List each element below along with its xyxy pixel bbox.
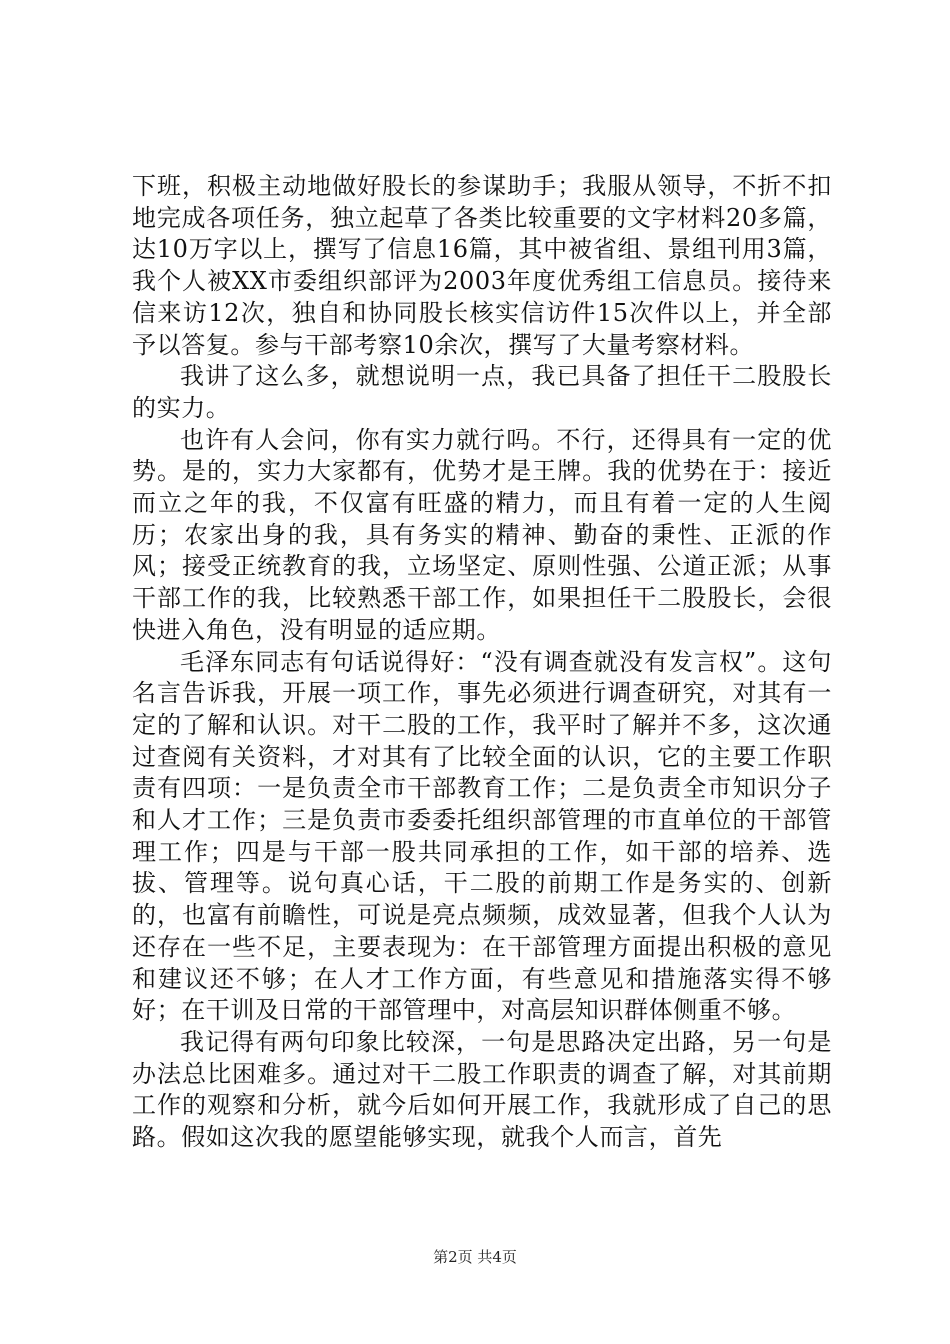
paragraph-advantages: 也许有人会问，你有实力就行吗。不行，还得具有一定的优势。是的，实力大家都有，优势才是王牌。我的优势在于：接近而立之年的我，不仅富有旺盛的精力，而且有着一定的人生阅历；农家出身的我，具有务实的精神、勤奋的秉性、正派的作风；接受正统教育的我，立场坚定、原则性强、公道正派；从事干部工作的我，比较熟悉干部工作，如果担任干二股股长，会很快进入角色，没有明显的适应期。 bbox=[132, 425, 832, 644]
document-body bbox=[132, 171, 832, 1154]
page-number-footer: 第2页 共4页 bbox=[433, 1248, 517, 1266]
paragraph-investigation: 毛泽东同志有句话说得好：“没有调查就没有发言权”。这句名言告诉我，开展一项工作，事先必须进行调查研究，对其有一定的了解和认识。对干二股的工作，我平时了解并不多，这次通过查阅有关资料，才对其有了比较全面的认识，它的主要工作职责有四项：一是负责全市干部教育工作；二是负责全市知识分子和人才工作；三是负责市委委托组织部管理的市直单位的干部管理工作；四是与干部一股共同承担的工作，如干部的培养、选拔、管理等。说句真心话，干二股的前期工作是务实的、创新的，也富有前瞻性，可说是亮点频频，成效显著，但我个人认为还存在一些不足，主要表现为：在干部管理方面提出积极的意见和建议还不够；在人才工作方面，有些意见和措施落实得不够好；在干训及日常的干部管理中，对高层知识群体侧重不够。 bbox=[132, 647, 832, 1025]
paragraph-capability: 我讲了这么多，就想说明一点，我已具备了担任干二股股长的实力。 bbox=[132, 362, 832, 422]
paragraph-continued: 下班，积极主动地做好股长的参谋助手；我服从领导，不折不扣地完成各项任务，独立起草了各类比较重要的文字材料20多篇，达10万字以上，撰写了信息16篇，其中被省组、景组刊用3篇，我个人被XX市委组织部评为2003年度优秀组工信息员。接待来信来访12次，独自和协同股长核实信访件15次件以上，并全部予以答复。参与干部考察10余次，撰写了大量考察材料。 bbox=[132, 172, 832, 359]
paragraph-approach: 我记得有两句印象比较深，一句是思路决定出路，另一句是办法总比困难多。通过对干二股工作职责的调查了解，对其前期工作的观察和分析，就今后如何开展工作，我就形成了自己的思路。假如这次我的愿望能够实现，就我个人而言，首先 bbox=[132, 1027, 832, 1152]
